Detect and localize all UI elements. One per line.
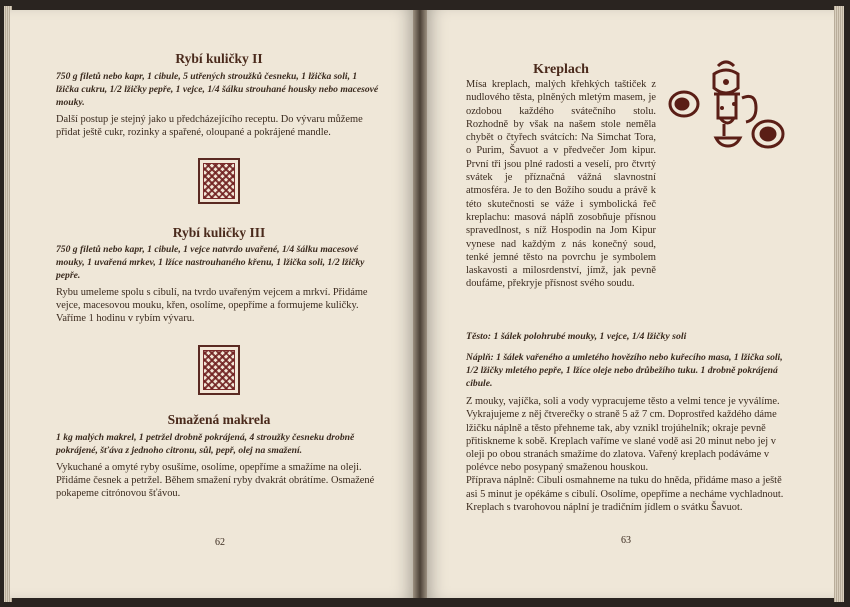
kreplach-recipe	[466, 330, 786, 514]
recipe-method: Rybu umeleme spolu s cibulí, na tvrdo uvařeným vejcem a mrkví. Přidáme vejce, macesovou mouku, křen, osolíme, opepříme a formujeme kuličky. Vaříme 1 hodinu v rybím vývaru.	[56, 286, 368, 325]
filling-preparation: Příprava náplně: Cibuli osmahneme na tuku do hněda, přidáme maso a ještě asi 5 minut je opékáme s cibulí. Osolíme, opepříme a necháme vychladnout.	[466, 475, 784, 500]
book-gutter	[413, 10, 427, 598]
recipe-ingredients: 1 kg malých makrel, 1 petržel drobně pokrájená, 4 stroužky česneku drobně pokrájené, šťáva z jednoho citronu, sůl, pepř, olej na smažení.	[56, 431, 355, 456]
dough-ingredients	[466, 330, 786, 343]
dough-text: 1 šálek polohrubé mouky, 1 vejce, 1/4 lžičky soli	[493, 331, 687, 342]
recipe-title-fried-mackerel: Smažená makrela	[167, 412, 271, 428]
page-number-right: 63	[621, 535, 631, 546]
left-page-content	[56, 52, 382, 500]
decorative-ornament-icon	[198, 158, 240, 204]
recipe-title-fish-balls-3: Rybí kuličky III	[172, 224, 266, 240]
kreplach-closing: Kreplach s tvarohovou náplní je tradičním jídlem o svátku Šavuot.	[466, 501, 743, 513]
kreplach-method: Z mouky, vajíčka, soli a vody vypracujeme těsto a velmi tence je vyválíme. Vykrajujeme z něj čtverečky o straně 5 až 7 cm. Doprostřed každého dáme lžičku náplně a těsto přehneme tak, aby vznikl trojúhelník; okraje pevně přitiskneme k sobě. Kreplach vaříme ve slané vodě asi 20 minut nebo jej v oleji po obou stranách smažíme do zlatova. Vařený kreplach podáváme v polévce nebo posypaný smaženou houskou.	[466, 396, 780, 474]
filling-label: Náplň:	[466, 352, 494, 364]
kreplach-intro-text: Mísa kreplach, malých křehkých taštiček z nudlového těsta, plněných mletým masem, je ozdobou každého svátečního stolu. Rozhodně by však na našem stole neměla chybět o čtyřech svátcích: Na Simchat Tora, o Purim, Šavuot a v předvečer Jom kipur. První tři jsou plné radosti a veselí, pro čtvrtý svátek je příznačná vážná slavnostní atmosféra. Je to den Božího soudu a právě k této skutečnosti se váže i symbolická řeč kreplachu: masová náplň zosobňuje přísnou spravedlnost, s níž Hospodin na Jom Kipur vynese nad každým z nás konečný soud, tenké jemné těsto na povrchu je symbolem laskavosti a milosrdenství, jímž, jak pevně doufáme, překryje přísnost svého soudu.	[466, 79, 656, 290]
recipe-ingredients: 750 g filetů nebo kapr, 1 cibule, 5 utřených stroužků česneku, 1 lžička soli, 1 lžička cukru, 1/2 lžičky pepře, 1 vejce, 1/4 šálku strouhané housky nebo macesové mouky.	[56, 71, 379, 109]
recipe-method: Další postup je stejný jako u předcházejícího receptu. Do vývaru můžeme přidat ještě cukr, rozinky a spařené, oloupané a pokrájené mandle.	[56, 114, 363, 139]
kiddush-cup-illustration-icon	[664, 58, 788, 154]
right-page-edges	[834, 6, 844, 602]
recipe-title-kreplach: Kreplach	[533, 62, 589, 77]
filling-text: 1 šálek vařeného a umletého hovězího nebo kuřecího masa, 1 lžička soli, 1/2 lžičky mletého pepře, 1 lžíce oleje nebo drůbežího tuku. 1 drobně pokrájená cibule.	[466, 352, 783, 390]
dough-label: Těsto:	[466, 331, 492, 342]
filling-ingredients	[466, 351, 786, 390]
recipe-title-fish-balls-2: Rybí kuličky II	[175, 51, 263, 66]
decorative-ornament-icon	[198, 345, 240, 395]
page-number-left: 62	[215, 537, 225, 548]
recipe-ingredients: 750 g filetů nebo kapr, 1 cibule, 1 vejce natvrdo uvařené, 1/4 šálku macesové mouky, 1 uvařená mrkev, 1 lžíce nastrouhaného křenu, 1 lžička soli, 1/2 lžičky pepře.	[56, 243, 365, 281]
recipe-method: Vykuchané a omyté ryby osušíme, osolíme, opepříme a smažíme na oleji. Přidáme česnek a petržel. Během smažení ryby dvakrát obrátíme. Osmažené pokapeme citrónovou šťávou.	[56, 461, 375, 500]
